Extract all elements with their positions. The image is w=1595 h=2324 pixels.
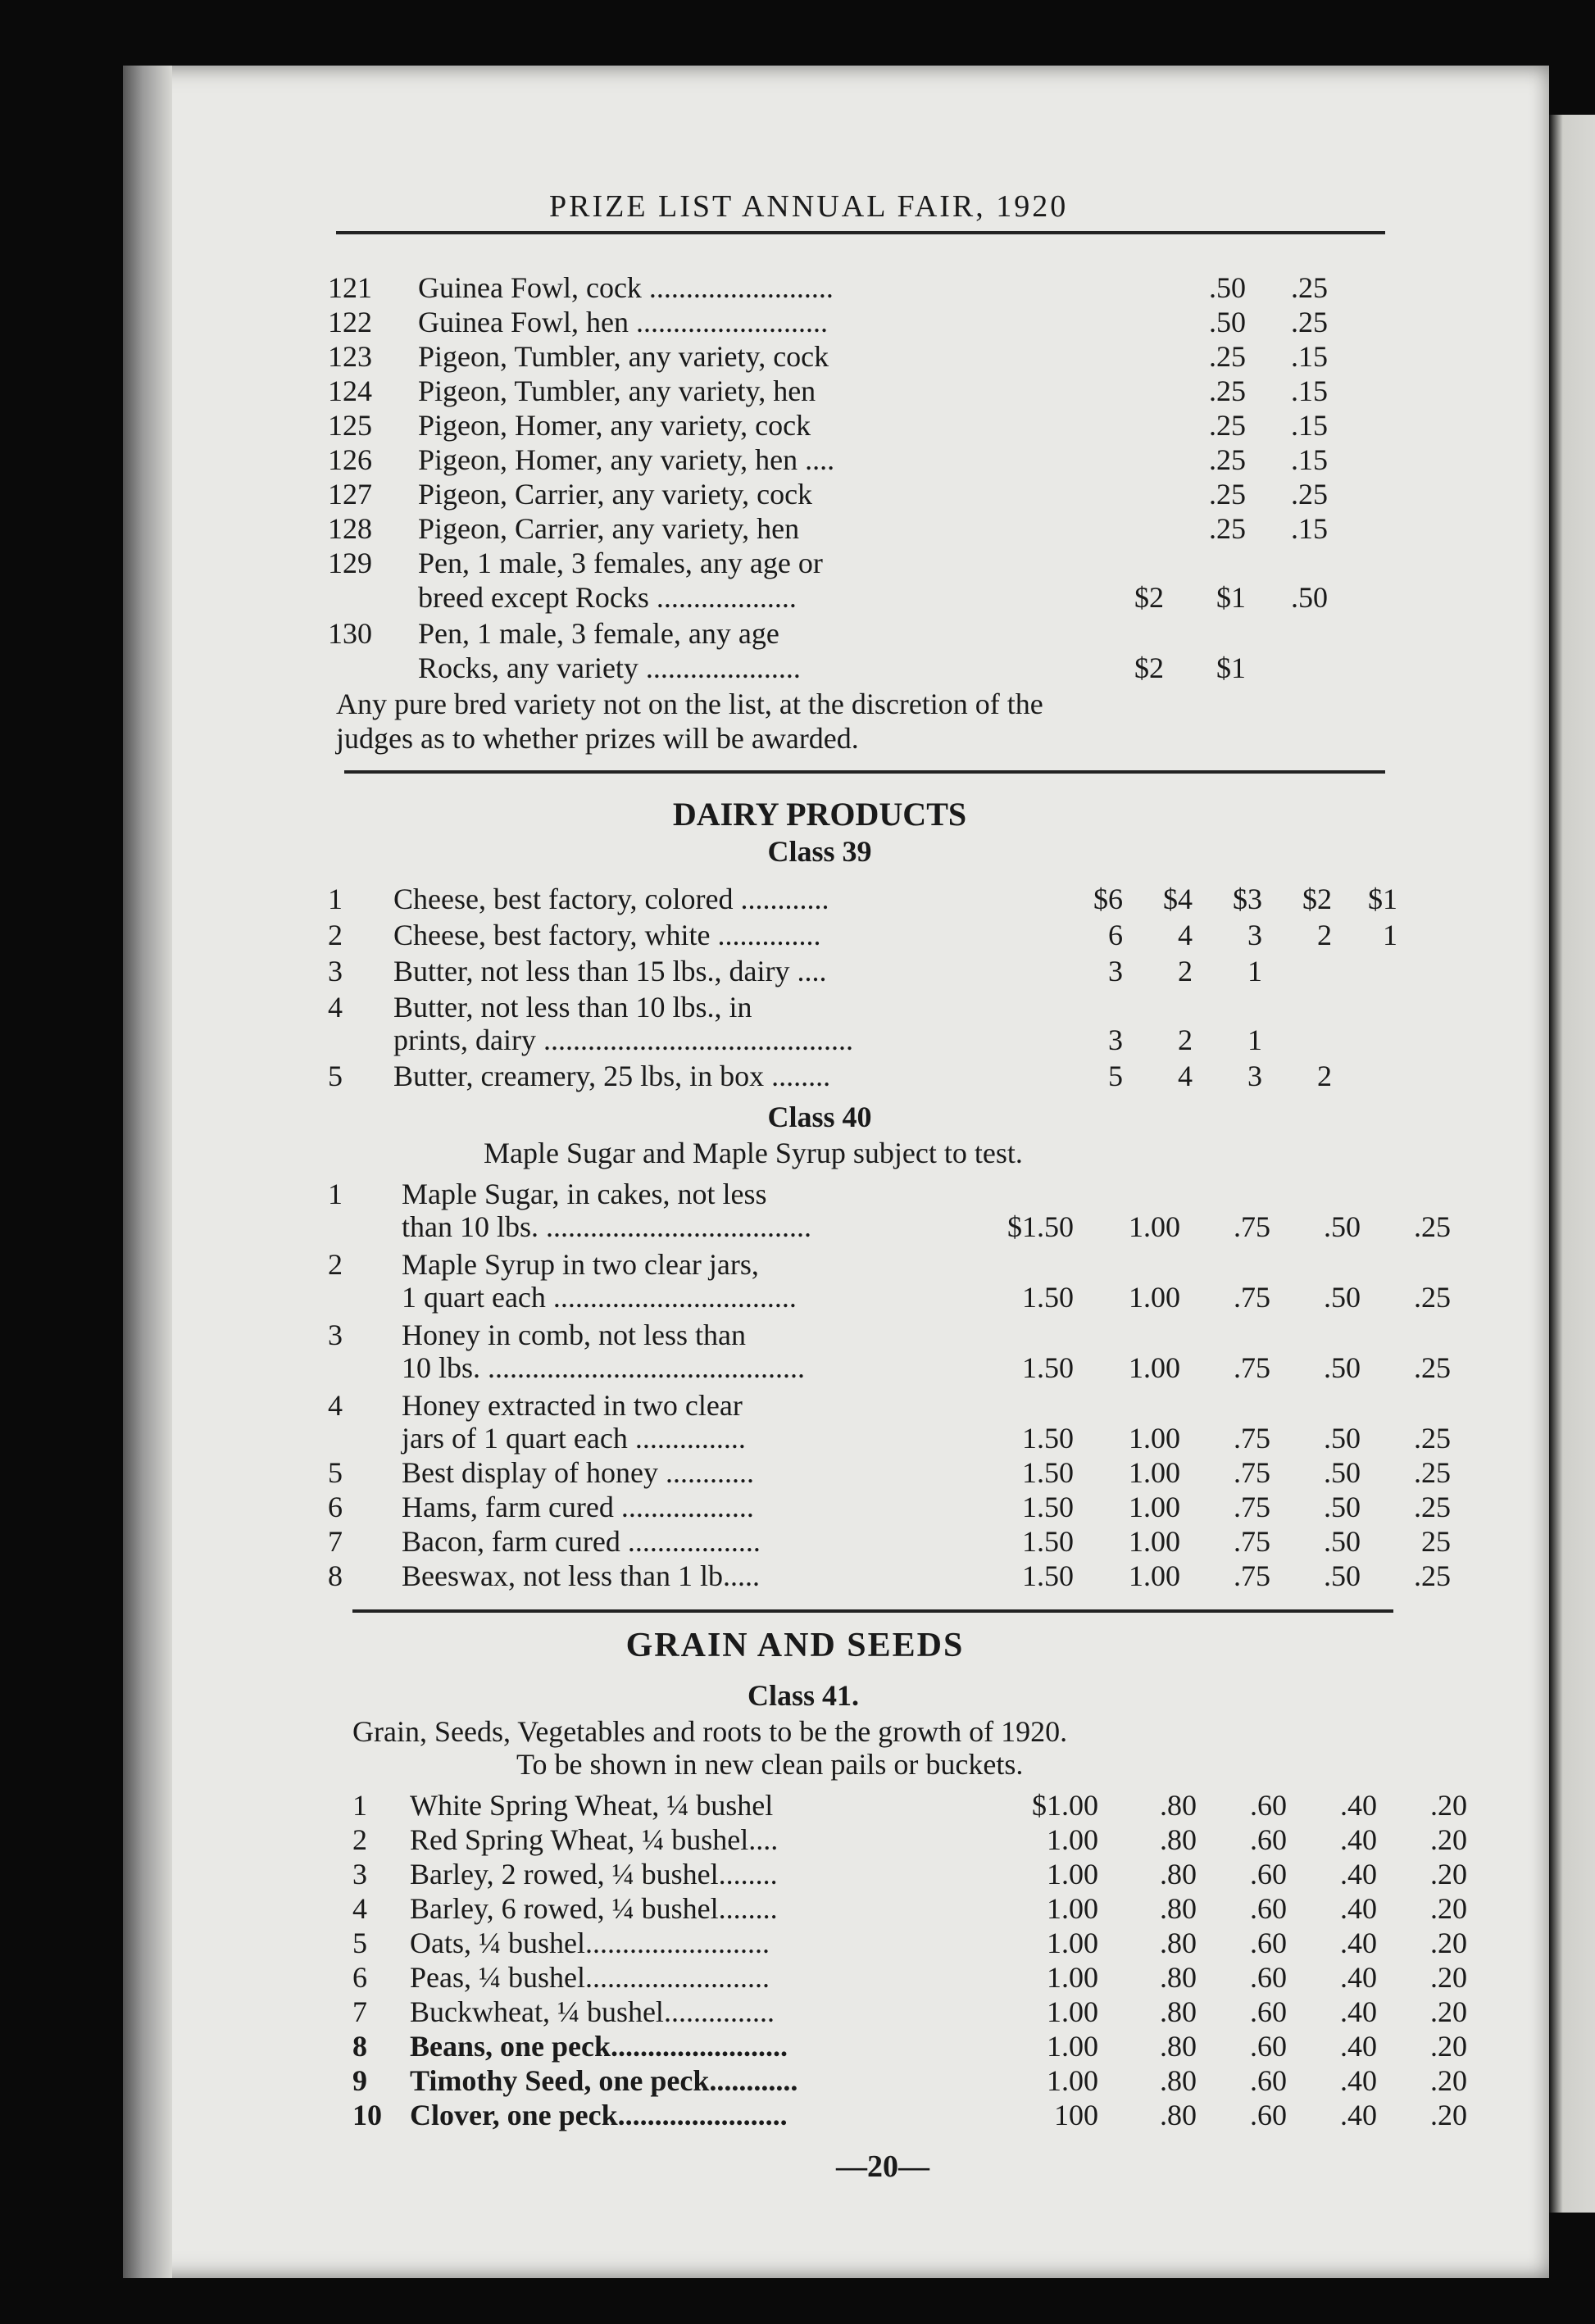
page-header: PRIZE LIST ANNUAL FAIR, 1920 (549, 189, 1069, 224)
maple-prize-3: .50 (1324, 1351, 1361, 1384)
dairy-single-prize-2: .75 (1234, 1559, 1270, 1592)
entry-description: Cheese, best factory, colored ............ (393, 883, 829, 915)
grain-prize-4: .20 (1430, 1892, 1467, 1925)
entry-number: 2 (328, 919, 343, 951)
maple-prize-4: .25 (1414, 1210, 1451, 1243)
dairy-prize-2: 2 (1178, 955, 1193, 987)
dairy-prize-4: 2 (1317, 919, 1332, 951)
grain-prize-first: 1.00 (1047, 1995, 1098, 2028)
dairy-prize-4: 2 (1317, 1060, 1332, 1092)
entry-number: 129 (328, 547, 372, 579)
maple-prize-4: .25 (1414, 1422, 1451, 1455)
entry-description-line2: 10 lbs. ........................................... (402, 1351, 806, 1384)
class-40-label: Class 40 (767, 1101, 872, 1133)
grain-prize-3: .40 (1340, 1961, 1377, 1994)
entry-description: Beeswax, not less than 1 lb..... (402, 1559, 760, 1592)
grain-prize-3: .40 (1340, 1995, 1377, 2028)
dairy-single-prize-4: 25 (1421, 1525, 1451, 1558)
class-41-label: Class 41. (747, 1679, 860, 1712)
dairy-prize-first: 1.50 (1022, 1559, 1074, 1592)
dairy-single-prize-4: .25 (1414, 1559, 1451, 1592)
entry-number: 2 (328, 1248, 343, 1281)
grain-prize-2: .60 (1250, 1927, 1287, 1959)
grain-prize-3: .40 (1340, 1789, 1377, 1822)
dairy-single-prize-3: .50 (1324, 1559, 1361, 1592)
grain-prize-2: .60 (1250, 2064, 1287, 2097)
grain-prize-2: .60 (1250, 1858, 1287, 1891)
dairy-single-prize-3: .50 (1324, 1456, 1361, 1489)
dairy-single-prize-2: .75 (1234, 1491, 1270, 1523)
poultry-prize-3: .15 (1291, 340, 1328, 373)
maple-prize-1: 1.00 (1129, 1281, 1180, 1314)
entry-number: 128 (328, 512, 372, 545)
entry-description: Pigeon, Tumbler, any variety, hen (418, 374, 816, 407)
entry-number: 1 (328, 883, 343, 915)
entry-number: 130 (328, 617, 372, 650)
grain-prize-first: 1.00 (1047, 1858, 1098, 1891)
maple-prize-4: .25 (1414, 1351, 1451, 1384)
poultry-prize-3: .25 (1291, 306, 1328, 338)
grain-prize-1: .80 (1160, 1858, 1197, 1891)
entry-description-line2: Rocks, any variety ..................... (418, 651, 801, 684)
maple-prize-1: 1.00 (1129, 1210, 1180, 1243)
entry-description-line2: prints, dairy .......................................... (393, 1024, 853, 1056)
dairy-prize-3: 3 (1247, 919, 1262, 951)
dairy-prize-1: 3 (1108, 1024, 1123, 1056)
grain-prize-first: 1.00 (1047, 1823, 1098, 1856)
entry-number: 121 (328, 271, 372, 304)
poultry-prize-2: .50 (1209, 306, 1246, 338)
dairy-single-prize-1: 1.00 (1129, 1491, 1180, 1523)
maple-prize-3: .50 (1324, 1281, 1361, 1314)
grain-prize-first: 100 (1054, 2099, 1098, 2131)
poultry-prize-2: .25 (1209, 374, 1246, 407)
section-title-grain: GRAIN AND SEEDS (625, 1627, 965, 1664)
dairy-prize-1: 6 (1108, 919, 1123, 951)
entry-number: 1 (352, 1789, 367, 1822)
entry-description-line2: than 10 lbs. .................................... (402, 1210, 811, 1243)
dairy-single-prize-1: 1.00 (1129, 1525, 1180, 1558)
dairy-prize-first: 1.50 (1022, 1491, 1074, 1523)
entry-description: Butter, not less than 15 lbs., dairy .... (393, 955, 827, 987)
next-page-edge (1549, 115, 1595, 2213)
dairy-single-prize-2: .75 (1234, 1456, 1270, 1489)
entry-number: 7 (328, 1525, 343, 1558)
poultry-prize-2: .25 (1209, 340, 1246, 373)
note-line-1: Any pure bred variety not on the list, at the discretion of the (336, 688, 1043, 720)
dairy-prize-2: 2 (1178, 1024, 1193, 1056)
entry-description-line1: Maple Syrup in two clear jars, (402, 1248, 759, 1281)
entry-number: 3 (328, 1319, 343, 1351)
maple-prize-3: .50 (1324, 1210, 1361, 1243)
entry-number: 1 (328, 1178, 343, 1210)
entry-description: Buckwheat, ¼ bushel............... (410, 1995, 775, 2028)
grain-prize-4: .20 (1430, 1789, 1467, 1822)
grain-prize-3: .40 (1340, 2099, 1377, 2131)
dairy-prize-1: 3 (1108, 955, 1123, 987)
section-rule (344, 770, 1385, 774)
grain-prize-4: .20 (1430, 1823, 1467, 1856)
entry-description: Guinea Fowl, cock ......................... (418, 271, 834, 304)
page-number: —20— (836, 2149, 929, 2184)
entry-description: Best display of honey ............ (402, 1456, 754, 1489)
entry-description-line1: Pen, 1 male, 3 females, any age or (418, 547, 823, 579)
maple-prize-4: .25 (1414, 1281, 1451, 1314)
entry-number: 3 (352, 1858, 367, 1891)
entry-description: Pigeon, Carrier, any variety, cock (418, 478, 813, 511)
grain-prize-4: .20 (1430, 1995, 1467, 2028)
grain-prize-1: .80 (1160, 1927, 1197, 1959)
maple-prize-3: .50 (1324, 1422, 1361, 1455)
entry-description: Pigeon, Carrier, any variety, hen (418, 512, 800, 545)
maple-prize-first: 1.50 (1022, 1422, 1074, 1455)
pen-prize-3: .50 (1291, 581, 1328, 614)
grain-prize-3: .40 (1340, 1858, 1377, 1891)
entry-number: 5 (328, 1060, 343, 1092)
dairy-single-prize-4: .25 (1414, 1491, 1451, 1523)
dairy-prize-first: 1.50 (1022, 1525, 1074, 1558)
entry-description: Cheese, best factory, white .............. (393, 919, 821, 951)
entry-number: 125 (328, 409, 372, 442)
grain-prize-3: .40 (1340, 1823, 1377, 1856)
entry-number: 6 (328, 1491, 343, 1523)
entry-description: White Spring Wheat, ¼ bushel (410, 1789, 774, 1822)
grain-prize-first: $1.00 (1032, 1789, 1098, 1822)
dairy-prize-3: 1 (1247, 955, 1262, 987)
dairy-single-prize-2: .75 (1234, 1525, 1270, 1558)
poultry-prize-3: .15 (1291, 443, 1328, 476)
pen-prize-2: $1 (1216, 651, 1246, 684)
entry-description-line1: Honey in comb, not less than (402, 1319, 746, 1351)
grain-prize-1: .80 (1160, 2064, 1197, 2097)
grain-prize-2: .60 (1250, 1789, 1287, 1822)
maple-prize-1: 1.00 (1129, 1422, 1180, 1455)
entry-description: Pigeon, Tumbler, any variety, cock (418, 340, 829, 373)
poultry-prize-3: .15 (1291, 374, 1328, 407)
grain-prize-4: .20 (1430, 2030, 1467, 2063)
grain-prize-3: .40 (1340, 1892, 1377, 1925)
grain-prize-2: .60 (1250, 2030, 1287, 2063)
pen-prize-1: $2 (1134, 651, 1164, 684)
class-41-note-1: Grain, Seeds, Vegetables and roots to be the growth of 1920. (352, 1715, 1068, 1748)
grain-prize-first: 1.00 (1047, 1892, 1098, 1925)
poultry-prize-3: .25 (1291, 271, 1328, 304)
dairy-prize-5: $1 (1368, 883, 1397, 915)
grain-prize-4: .20 (1430, 2064, 1467, 2097)
entry-description-line2: breed except Rocks ................... (418, 581, 797, 614)
dairy-prize-5: 1 (1383, 919, 1397, 951)
class-41-note-2: To be shown in new clean pails or buckets. (516, 1748, 1024, 1781)
entry-description: Butter, creamery, 25 lbs, in box ........ (393, 1060, 831, 1092)
class-40-note: Maple Sugar and Maple Syrup subject to test. (484, 1137, 1023, 1169)
entry-number: 2 (352, 1823, 367, 1856)
poultry-prize-3: .25 (1291, 478, 1328, 511)
entry-description-line1: Maple Sugar, in cakes, not less (402, 1178, 767, 1210)
grain-prize-4: .20 (1430, 1961, 1467, 1994)
dairy-prize-1: 5 (1108, 1060, 1123, 1092)
dairy-prize-2: $4 (1163, 883, 1193, 915)
entry-number: 8 (352, 2030, 367, 2063)
dairy-prize-3: 3 (1247, 1060, 1262, 1092)
pen-prize-1: $2 (1134, 581, 1164, 614)
entry-number: 127 (328, 478, 372, 511)
grain-prize-1: .80 (1160, 1892, 1197, 1925)
maple-prize-first: 1.50 (1022, 1281, 1074, 1314)
dairy-single-prize-3: .50 (1324, 1525, 1361, 1558)
maple-prize-first: 1.50 (1022, 1351, 1074, 1384)
maple-prize-2: .75 (1234, 1281, 1270, 1314)
entry-description: Peas, ¼ bushel......................... (410, 1961, 770, 1994)
entry-number: 6 (352, 1961, 367, 1994)
grain-prize-3: .40 (1340, 2030, 1377, 2063)
entry-description: Bacon, farm cured .................. (402, 1525, 761, 1558)
entry-description-line2: 1 quart each ................................. (402, 1281, 797, 1314)
poultry-prize-2: .25 (1209, 409, 1246, 442)
grain-prize-first: 1.00 (1047, 2030, 1098, 2063)
note-line-2: judges as to whether prizes will be awarded. (336, 722, 859, 755)
entry-description: Clover, one peck....................... (410, 2099, 788, 2131)
dairy-prize-2: 4 (1178, 919, 1193, 951)
poultry-prize-2: .25 (1209, 478, 1246, 511)
pen-prize-2: $1 (1216, 581, 1246, 614)
maple-prize-2: .75 (1234, 1210, 1270, 1243)
entry-number: 126 (328, 443, 372, 476)
entry-number: 10 (352, 2099, 382, 2131)
dairy-prize-2: 4 (1178, 1060, 1193, 1092)
grain-prize-3: .40 (1340, 2064, 1377, 2097)
entry-number: 122 (328, 306, 372, 338)
entry-number: 123 (328, 340, 372, 373)
entry-number: 4 (328, 1389, 343, 1422)
grain-prize-2: .60 (1250, 1995, 1287, 2028)
entry-description: Hams, farm cured .................. (402, 1491, 754, 1523)
grain-prize-3: .40 (1340, 1927, 1377, 1959)
dairy-prize-4: $2 (1302, 883, 1332, 915)
poultry-prize-3: .15 (1291, 512, 1328, 545)
entry-number: 9 (352, 2064, 367, 2097)
entry-number: 4 (352, 1892, 367, 1925)
grain-prize-first: 1.00 (1047, 2064, 1098, 2097)
grain-prize-first: 1.00 (1047, 1927, 1098, 1959)
entry-description: Red Spring Wheat, ¼ bushel.... (410, 1823, 779, 1856)
grain-prize-4: .20 (1430, 2099, 1467, 2131)
entry-number: 4 (328, 991, 343, 1024)
entry-number: 124 (328, 374, 372, 407)
entry-description: Oats, ¼ bushel......................... (410, 1927, 770, 1959)
dairy-prize-3: 1 (1247, 1024, 1262, 1056)
page-binding-edge (123, 66, 172, 2278)
entry-description: Barley, 6 rowed, ¼ bushel........ (410, 1892, 778, 1925)
maple-prize-2: .75 (1234, 1351, 1270, 1384)
dairy-prize-first: 1.50 (1022, 1456, 1074, 1489)
poultry-prize-2: .50 (1209, 271, 1246, 304)
maple-prize-1: 1.00 (1129, 1351, 1180, 1384)
grain-prize-first: 1.00 (1047, 1961, 1098, 1994)
entry-number: 5 (352, 1927, 367, 1959)
header-rule (336, 231, 1385, 234)
entry-description: Pigeon, Homer, any variety, cock (418, 409, 811, 442)
entry-description-line1: Butter, not less than 10 lbs., in (393, 991, 752, 1024)
entry-number: 5 (328, 1456, 343, 1489)
grain-prize-2: .60 (1250, 2099, 1287, 2131)
poultry-prize-3: .15 (1291, 409, 1328, 442)
entry-number: 7 (352, 1995, 367, 2028)
entry-description: Beans, one peck........................ (410, 2030, 788, 2063)
grain-prize-2: .60 (1250, 1961, 1287, 1994)
section-rule (352, 1609, 1393, 1613)
grain-prize-4: .20 (1430, 1927, 1467, 1959)
maple-prize-2: .75 (1234, 1422, 1270, 1455)
dairy-single-prize-1: 1.00 (1129, 1559, 1180, 1592)
grain-prize-1: .80 (1160, 1961, 1197, 1994)
grain-prize-1: .80 (1160, 1995, 1197, 2028)
dairy-prize-1: $6 (1093, 883, 1123, 915)
entry-description: Timothy Seed, one peck............ (410, 2064, 798, 2097)
maple-prize-first: $1.50 (1007, 1210, 1074, 1243)
entry-number: 8 (328, 1559, 343, 1592)
entry-description: Barley, 2 rowed, ¼ bushel........ (410, 1858, 778, 1891)
poultry-prize-2: .25 (1209, 443, 1246, 476)
entry-description: Guinea Fowl, hen .......................... (418, 306, 828, 338)
entry-number: 3 (328, 955, 343, 987)
grain-prize-2: .60 (1250, 1892, 1287, 1925)
grain-prize-1: .80 (1160, 2099, 1197, 2131)
poultry-prize-2: .25 (1209, 512, 1246, 545)
dairy-single-prize-1: 1.00 (1129, 1456, 1180, 1489)
entry-description: Pigeon, Homer, any variety, hen .... (418, 443, 835, 476)
class-39-label: Class 39 (767, 835, 872, 868)
dairy-single-prize-3: .50 (1324, 1491, 1361, 1523)
grain-prize-4: .20 (1430, 1858, 1467, 1891)
grain-prize-1: .80 (1160, 2030, 1197, 2063)
entry-description-line2: jars of 1 quart each ............... (402, 1422, 746, 1455)
grain-prize-1: .80 (1160, 1823, 1197, 1856)
entry-description-line1: Honey extracted in two clear (402, 1389, 743, 1422)
dairy-single-prize-4: .25 (1414, 1456, 1451, 1489)
section-title-dairy: DAIRY PRODUCTS (672, 796, 967, 833)
entry-description-line1: Pen, 1 male, 3 female, any age (418, 617, 779, 650)
grain-prize-2: .60 (1250, 1823, 1287, 1856)
dairy-prize-3: $3 (1233, 883, 1262, 915)
grain-prize-1: .80 (1160, 1789, 1197, 1822)
